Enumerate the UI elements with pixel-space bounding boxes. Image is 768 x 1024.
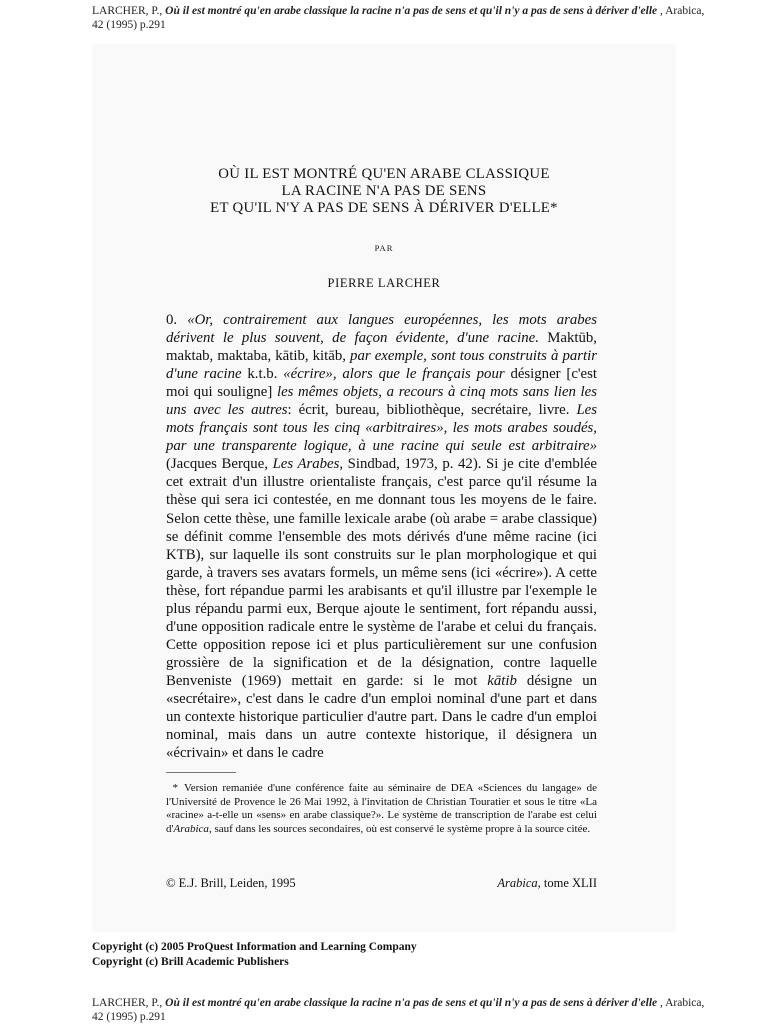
body-segment: les mêmes objets, a recours à cinq mots sans lien les uns avec les autres xyxy=(166,384,597,419)
article-body xyxy=(166,311,597,762)
copyright-block xyxy=(92,940,417,970)
footnote xyxy=(166,782,597,836)
copyright-line-1: Copyright (c) 2005 ProQuest Information and Learning Company xyxy=(92,941,417,953)
body-segment: : écrit, bureau, bibliothèque, secrétaire, livre. xyxy=(287,402,577,419)
citation-source: , Arabica, 42 (1995) p.291 xyxy=(92,5,705,31)
footnote-text: , sauf dans les sources secondaires, où est conservé le système propre à la source citée. xyxy=(208,822,591,835)
citation-author: LARCHER, P., xyxy=(92,5,163,17)
citation-title: Où il est montré qu'en arabe classique la racine n'a pas de sens et qu'il n'y a pas de sens à dériver d'elle xyxy=(165,997,658,1009)
title-line-1: OÙ IL EST MONTRÉ QU'EN ARABE CLASSIQUE xyxy=(218,166,550,182)
body-segment: Maktūb, maktab, maktaba, kātib, kitāb, xyxy=(166,330,598,365)
publisher-credit: © E.J. Brill, Leiden, 1995 xyxy=(166,876,296,890)
body-segment: (Jacques Berque, xyxy=(166,456,273,473)
citation-title: Où il est montré qu'en arabe classique la racine n'a pas de sens et qu'il n'y a pas de sens à dériver d'elle xyxy=(165,5,658,17)
body-segment: Les mots français sont tous les cinq «arbitraires», les mots arabes soudés, par une transparente logique, à une racine qui seule est arbitraire» xyxy=(166,402,597,455)
journal-volume xyxy=(497,876,597,891)
footnote-text: Version remaniée d'une conférence faite au séminaire de DEA «Sciences du langage» de l'Université de Provence le 26 Mai 1992, à l'invitation de Christian Touratier et sous le titre «La «racine» a-t-elle un «sens» en arabe classique?». Le système de transcription de l'arabe est celui d' xyxy=(166,782,597,835)
body-segment: «écrire», alors que le français pour xyxy=(283,366,505,383)
by-label: PAR xyxy=(374,243,394,253)
footnote-text-italic: Arabica xyxy=(173,822,209,835)
body-segment: par exemple, sont tous construits à partir d'une racine xyxy=(166,348,597,383)
citation-author: LARCHER, P., xyxy=(92,997,163,1009)
body-segment: k.t.b. xyxy=(241,366,284,383)
footnote-divider xyxy=(166,772,236,773)
body-segment: , Sindbad, 1973, p. 42). Si je cite d'emblée cet extrait d'un illustre orientaliste français, c'est parce qu'il résume la thèse qui sera ici contestée, en me donnant tous les moyens de le faire. Selon cette thèse, une famille lexicale arabe (où arabe = arabe classique) se définit comme l'ensemble des mots dérivés d'une même racine (ici KTB), sur laquelle ils sont construits sur le plan morphologique et qui garde, à travers ses avatars formels, un même sens (ici «écrire»). A cette thèse, fort répandue parmi les arabisants et qu'il illustre par l'exemple le plus répandu parmi eux, Berque ajoute le sentiment, fort répandu aussi, d'une opposition radicale entre le système de l'arabe et celui du français. Cette opposition repose ici et plus particulièrement sur une confusion grossière de la signification et de la désignation, contre laquelle Benveniste (1969) mettait en garde: si le mot xyxy=(166,456,597,689)
citation-footer xyxy=(92,996,712,1024)
body-segment: «Or, contrairement aux langues européennes, les mots arabes dérivent le plus souvent, de façon évidente, d'une racine. xyxy=(166,312,597,347)
body-segment: 0. xyxy=(166,312,188,328)
body-segment: kātib xyxy=(487,672,517,689)
citation-header xyxy=(92,4,712,32)
footnote-marker: * xyxy=(172,782,178,794)
body-paragraph xyxy=(166,311,597,762)
article-author: PIERRE LARCHER xyxy=(327,276,441,290)
body-segment: Les Arabes xyxy=(272,456,340,473)
title-line-3: ET QU'IL N'Y A PAS DE SENS À DÉRIVER D'ELLE* xyxy=(210,200,558,216)
journal-name: Arabica xyxy=(497,876,538,890)
body-segment: désigner [c'est moi qui souligne] xyxy=(166,366,597,401)
copyright-line-2: Copyright (c) Brill Academic Publishers xyxy=(92,956,289,968)
body-segment: désigne un «secrétaire», c'est dans le cadre d'un emploi nominal d'une part et dans un contexte historique particulier d'autre part. Dans le cadre d'un emploi nominal, mais dans un autre contexte historique, il désignera un «écrivain» et dans le cadre xyxy=(166,672,597,762)
citation-source: , Arabica, 42 (1995) p.291 xyxy=(92,997,705,1023)
article-title xyxy=(0,166,768,217)
volume-label: , tome XLII xyxy=(537,876,597,890)
title-line-2: LA RACINE N'A PAS DE SENS xyxy=(281,183,487,199)
